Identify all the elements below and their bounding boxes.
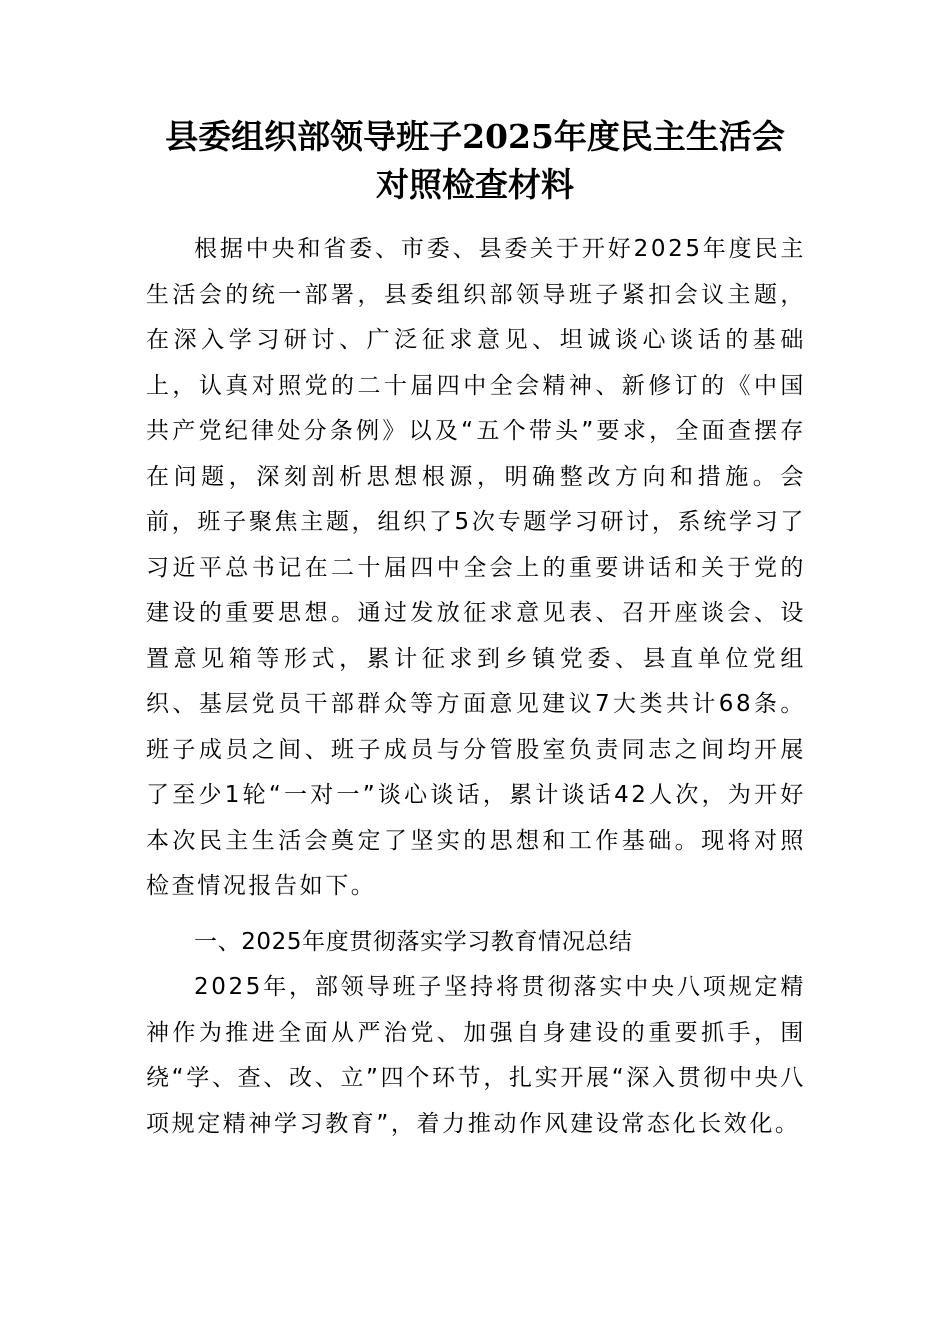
section-1-paragraph: 2025年，部领导班子坚持将贯彻落实中央八项规定精神作为推进全面从严治党、加强自身建设的重要抓手，围绕“学、查、改、立”四个环节，扎实开展“深入贯彻中央八项规定精神学习教育”，着力推动作风建设常态化长效化。 <box>146 974 806 1137</box>
section-heading-1: 一、2025年度贯彻落实学习教育情况总结 <box>194 929 633 955</box>
intro-paragraph: 根据中央和省委、市委、县委关于开好2025年度民主生活会的统一部署，县委组织部领导班子紧扣会议主题，在深入学习研讨、广泛征求意见、坦诚谈心谈话的基础上，认真对照党的二十届四中全会精神、新修订的《中国共产党纪律处分条例》以及“五个带头”要求，全面查摆存在问题，深刻剖析思想根源，明确整改方向和措施。会前，班子聚焦主题，组织了5次专题学习研讨，系统学习了习近平总书记在二十届四中全会上的重要讲话和关于党的建设的重要思想。通过发放征求意见表、召开座谈会、设置意见箱等形式，累计征求到乡镇党委、县直单位党组织、基层党员干部群众等方面意见建议7大类共计68条。班子成员之间、班子成员与分管股室负责同志之间均开展了至少1轮“一对一”谈心谈话，累计谈话42人次，为开好本次民主生活会奠定了坚实的思想和工作基础。现将对照检查情况报告如下。 <box>146 236 806 899</box>
document-title-line-1: 县委组织部领导班子2025年度民主生活会 <box>165 117 785 156</box>
document-title-line-2: 对照检查材料 <box>376 165 574 204</box>
